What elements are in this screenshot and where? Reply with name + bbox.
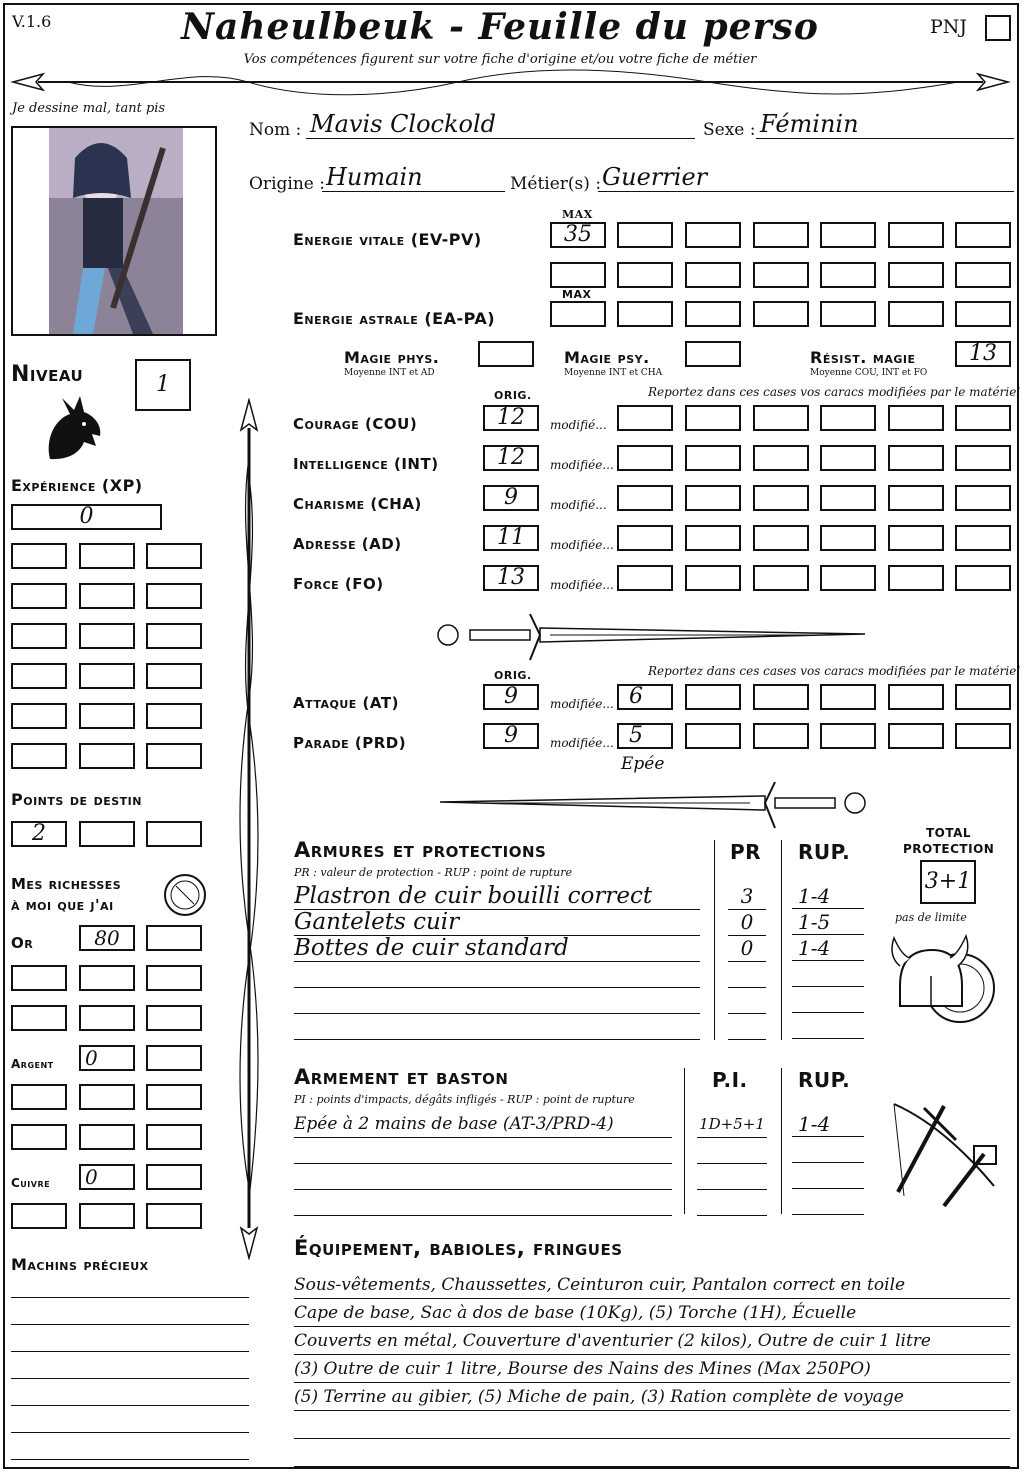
ev-box-row2-7[interactable] bbox=[955, 262, 1011, 288]
argent-box-r2-2[interactable] bbox=[79, 1124, 135, 1150]
carac-3-mod-box-2[interactable] bbox=[685, 485, 741, 511]
prd-label: Parade (PRD) bbox=[293, 734, 407, 752]
carac-5-mod-box-4[interactable] bbox=[820, 565, 876, 591]
machins-line[interactable] bbox=[11, 1297, 249, 1298]
carac-1-mod-box-1[interactable] bbox=[617, 405, 673, 431]
arme-rup[interactable] bbox=[792, 1138, 864, 1163]
carac-4-mod-box-5[interactable] bbox=[888, 525, 944, 551]
pnj-label: PNJ bbox=[930, 16, 968, 38]
niveau-label: Niveau bbox=[11, 362, 84, 387]
carac-3-mod-box-1[interactable] bbox=[617, 485, 673, 511]
ev-box-6[interactable] bbox=[955, 222, 1011, 248]
armures-title: Armures et protections bbox=[294, 838, 547, 862]
carac-4-mod-box-6[interactable] bbox=[955, 525, 1011, 551]
vertical-spear-icon bbox=[232, 398, 266, 1260]
carac-1-mod-box-6[interactable] bbox=[955, 405, 1011, 431]
ev-box-row2-6[interactable] bbox=[888, 262, 944, 288]
destin-box-1[interactable]: 2 bbox=[11, 821, 67, 847]
metier-field[interactable]: Guerrier bbox=[598, 163, 1014, 192]
sexe-label: Sexe : bbox=[703, 120, 756, 140]
carac-orig-box[interactable]: 11 bbox=[483, 525, 539, 551]
or-box-r2-2[interactable] bbox=[79, 1005, 135, 1031]
equipement-line[interactable]: Couverts en métal, Couverture d'aventurier (2 kilos), Outre de cuir 1 litre bbox=[294, 1329, 1010, 1355]
carac-1-mod-box-3[interactable] bbox=[753, 405, 809, 431]
at-box-4[interactable] bbox=[888, 684, 944, 710]
carac-mod-label: modifiée... bbox=[550, 538, 614, 552]
machins-line[interactable] bbox=[11, 1405, 249, 1406]
destin-box-3[interactable] bbox=[146, 821, 202, 847]
at-box-1[interactable] bbox=[685, 684, 741, 710]
xp-box-r5-3[interactable] bbox=[146, 703, 202, 729]
ev-max-label: MAX bbox=[562, 208, 593, 221]
armure-pr[interactable] bbox=[728, 988, 766, 1014]
sexe-field[interactable]: Féminin bbox=[756, 110, 1014, 139]
xp-box-r5-1[interactable] bbox=[11, 703, 67, 729]
ea-box-1[interactable] bbox=[617, 301, 673, 327]
xp-box-r2-1[interactable] bbox=[11, 583, 67, 609]
xp-box-r6-3[interactable] bbox=[146, 743, 202, 769]
ea-box-2[interactable] bbox=[685, 301, 741, 327]
destin-box-2[interactable] bbox=[79, 821, 135, 847]
armure-rup[interactable] bbox=[792, 988, 864, 1013]
arme-pi[interactable] bbox=[697, 1164, 767, 1190]
prd-mod-box[interactable]: 5 bbox=[617, 723, 673, 749]
prd-orig-box[interactable]: 9 bbox=[483, 723, 539, 749]
carac-5-mod-box-1[interactable] bbox=[617, 565, 673, 591]
carac-3-mod-box-5[interactable] bbox=[888, 485, 944, 511]
ev-box-5[interactable] bbox=[888, 222, 944, 248]
ev-box-3[interactable] bbox=[753, 222, 809, 248]
carac-2-mod-box-5[interactable] bbox=[888, 445, 944, 471]
prd-box-1[interactable] bbox=[685, 723, 741, 749]
ev-box-1[interactable] bbox=[617, 222, 673, 248]
subtitle: Vos compétences figurent sur votre fiche d'origine et/ou votre fiche de métier bbox=[243, 52, 757, 67]
pnj-checkbox[interactable] bbox=[985, 15, 1011, 41]
nom-label: Nom : bbox=[249, 120, 302, 140]
argent-label: Argent bbox=[11, 1057, 54, 1071]
at-orig-box[interactable]: 9 bbox=[483, 684, 539, 710]
arme-rup[interactable] bbox=[792, 1164, 864, 1189]
richesses-label-2: à moi que j'ai bbox=[11, 896, 114, 914]
argent-box-2[interactable] bbox=[146, 1045, 202, 1071]
machins-line[interactable] bbox=[11, 1378, 249, 1379]
equipement-line[interactable] bbox=[294, 1413, 1010, 1439]
armure-rup[interactable] bbox=[792, 962, 864, 987]
dragon-icon bbox=[40, 394, 106, 464]
equipement-line[interactable] bbox=[294, 1441, 1010, 1467]
or-box-2[interactable] bbox=[146, 925, 202, 951]
cuivre-box-r1-2[interactable] bbox=[79, 1203, 135, 1229]
armure-name[interactable]: Bottes de cuir standard bbox=[294, 936, 700, 962]
ea-max-label: MAX bbox=[562, 288, 592, 301]
caracs-report-note: Reportez dans ces cases vos caracs modifiées par le matériel bbox=[648, 385, 1021, 399]
equipement-line[interactable]: Cape de base, Sac à dos de base (10Kg), (5) Torche (1H), Écuelle bbox=[294, 1301, 1010, 1327]
xp-box-r3-1[interactable] bbox=[11, 623, 67, 649]
armement-title: Armement et baston bbox=[294, 1065, 509, 1089]
or-label: Or bbox=[11, 934, 34, 952]
carac-1-mod-box-4[interactable] bbox=[820, 405, 876, 431]
total-protection-box[interactable]: 3+1 bbox=[920, 860, 976, 904]
or-box-r1-2[interactable] bbox=[79, 965, 135, 991]
magie-phys-box[interactable] bbox=[478, 341, 534, 367]
carac-2-mod-box-3[interactable] bbox=[753, 445, 809, 471]
armure-name[interactable]: Plastron de cuir bouilli correct bbox=[294, 884, 700, 910]
carac-3-mod-box-4[interactable] bbox=[820, 485, 876, 511]
destin-label: Points de destin bbox=[11, 790, 142, 809]
origine-field[interactable]: Humain bbox=[322, 163, 505, 192]
arme-rup[interactable] bbox=[792, 1190, 864, 1215]
carac-5-mod-box-2[interactable] bbox=[685, 565, 741, 591]
ev-box-4[interactable] bbox=[820, 222, 876, 248]
xp-box-r6-2[interactable] bbox=[79, 743, 135, 769]
magie-phys-label: Magie phys. bbox=[344, 348, 440, 367]
cuivre-box-r1-3[interactable] bbox=[146, 1203, 202, 1229]
or-box-r2-3[interactable] bbox=[146, 1005, 202, 1031]
prd-box-2[interactable] bbox=[753, 723, 809, 749]
weapon-note: Epée bbox=[621, 754, 665, 774]
prd-mod-label: modifiée... bbox=[550, 736, 614, 750]
xp-box-r2-2[interactable] bbox=[79, 583, 135, 609]
ev-box-row2-2[interactable] bbox=[617, 262, 673, 288]
page-title: Naheulbeuk - Feuille du perso bbox=[181, 6, 819, 48]
xp-box-r3-2[interactable] bbox=[79, 623, 135, 649]
carac-label: Force (FO) bbox=[293, 575, 384, 593]
arme-name[interactable] bbox=[294, 1138, 672, 1164]
carac-mod-label: modifiée... bbox=[550, 578, 614, 592]
ev-box-row2-5[interactable] bbox=[820, 262, 876, 288]
ea-max-box[interactable] bbox=[550, 301, 606, 327]
equipement-title: Équipement, babioles, fringues bbox=[294, 1236, 623, 1260]
armure-name[interactable] bbox=[294, 988, 700, 1014]
sword-icon-2 bbox=[430, 778, 875, 832]
armure-name[interactable]: Gantelets cuir bbox=[294, 910, 700, 936]
portrait-image bbox=[13, 128, 215, 334]
origine-label: Origine : bbox=[249, 174, 325, 194]
xp-box[interactable]: 0 bbox=[11, 504, 162, 530]
armement-col-rup: RUP. bbox=[798, 1068, 851, 1092]
arme-name[interactable] bbox=[294, 1164, 672, 1190]
at-mod-box[interactable]: 6 bbox=[617, 684, 673, 710]
carac-label: Courage (COU) bbox=[293, 415, 418, 433]
machins-line[interactable] bbox=[11, 1351, 249, 1352]
carac-4-mod-box-2[interactable] bbox=[685, 525, 741, 551]
ea-label: Energie astrale (EA-PA) bbox=[293, 309, 496, 328]
machins-line[interactable] bbox=[11, 1459, 249, 1460]
xp-box-r4-1[interactable] bbox=[11, 663, 67, 689]
ev-box-row2-1[interactable] bbox=[550, 262, 606, 288]
carac-2-mod-box-4[interactable] bbox=[820, 445, 876, 471]
equipement-line[interactable]: (5) Terrine au gibier, (5) Miche de pain, (3) Ration complète de voyage bbox=[294, 1385, 1010, 1411]
ev-box-2[interactable] bbox=[685, 222, 741, 248]
sword-icon bbox=[430, 610, 875, 664]
resist-magie-label: Résist. magie bbox=[810, 348, 916, 367]
arme-name[interactable] bbox=[294, 1190, 672, 1216]
version-label: V.1.6 bbox=[12, 12, 52, 31]
armures-col-rup: RUP. bbox=[798, 840, 851, 864]
xp-box-r6-1[interactable] bbox=[11, 743, 67, 769]
argent-box-r1-2[interactable] bbox=[79, 1084, 135, 1110]
resist-magie-sub: Moyenne COU, INT et FO bbox=[810, 368, 928, 378]
carac-1-mod-box-2[interactable] bbox=[685, 405, 741, 431]
magie-phys-sub: Moyenne INT et AD bbox=[344, 368, 435, 378]
arme-pi[interactable]: 1D+5+1 bbox=[697, 1112, 767, 1138]
armure-pr[interactable]: 3 bbox=[728, 884, 766, 910]
machins-line[interactable] bbox=[11, 1432, 249, 1433]
armure-pr[interactable]: 0 bbox=[728, 936, 766, 962]
total-label-1: TOTAL bbox=[926, 826, 972, 840]
prd-box-4[interactable] bbox=[888, 723, 944, 749]
coin-icon bbox=[162, 872, 208, 918]
armement-sub: PI : points d'impacts, dégâts infligés - RUP : point de rupture bbox=[294, 1093, 635, 1106]
arme-name[interactable]: Epée à 2 mains de base (AT-3/PRD-4) bbox=[294, 1112, 672, 1138]
armures-col-pr: PR bbox=[730, 840, 762, 864]
weapons-icon bbox=[884, 1096, 1006, 1216]
carac-3-mod-box-3[interactable] bbox=[753, 485, 809, 511]
arme-rup[interactable]: 1-4 bbox=[792, 1112, 864, 1137]
xp-box-r1-1[interactable] bbox=[11, 543, 67, 569]
armure-rup[interactable]: 1-4 bbox=[792, 884, 864, 909]
armures-sub: PR : valeur de protection - RUP : point de rupture bbox=[294, 866, 572, 879]
carac-3-mod-box-6[interactable] bbox=[955, 485, 1011, 511]
richesses-label-1: Mes richesses bbox=[11, 875, 122, 893]
caracs-orig-label: ORIG. bbox=[494, 389, 532, 402]
armure-pr[interactable] bbox=[728, 962, 766, 988]
machins-label: Machins précieux bbox=[11, 1255, 149, 1274]
argent-box-r2-3[interactable] bbox=[146, 1124, 202, 1150]
carac-5-mod-box-3[interactable] bbox=[753, 565, 809, 591]
argent-box-r2-1[interactable] bbox=[11, 1124, 67, 1150]
or-box[interactable]: 80 bbox=[79, 925, 135, 951]
equipement-line[interactable]: Sous-vêtements, Chaussettes, Ceinturon cuir, Pantalon correct en toile bbox=[294, 1273, 1010, 1299]
at-label: Attaque (AT) bbox=[293, 694, 399, 712]
armure-pr[interactable]: 0 bbox=[728, 910, 766, 936]
equipement-line[interactable]: (3) Outre de cuir 1 litre, Bourse des Nains des Mines (Max 250PO) bbox=[294, 1357, 1010, 1383]
carac-mod-label: modifié... bbox=[550, 498, 607, 512]
pas-de-limite: pas de limite bbox=[895, 911, 967, 924]
portrait-caption: Je dessine mal, tant pis bbox=[12, 101, 166, 116]
at-box-3[interactable] bbox=[820, 684, 876, 710]
xp-box-r4-2[interactable] bbox=[79, 663, 135, 689]
armure-rup[interactable] bbox=[792, 1014, 864, 1039]
magie-psy-label: Magie psy. bbox=[564, 348, 650, 367]
argent-box-r1-3[interactable] bbox=[146, 1084, 202, 1110]
carac-1-mod-box-5[interactable] bbox=[888, 405, 944, 431]
carac-orig-box[interactable]: 12 bbox=[483, 405, 539, 431]
prd-box-5[interactable] bbox=[955, 723, 1011, 749]
metier-label: Métier(s) : bbox=[510, 174, 602, 194]
xp-box-r4-3[interactable] bbox=[146, 663, 202, 689]
carac-label: Adresse (AD) bbox=[293, 535, 402, 553]
cuivre-label: Cuivre bbox=[11, 1176, 51, 1190]
xp-label: Expérience (XP) bbox=[11, 476, 143, 495]
magie-psy-box[interactable] bbox=[685, 341, 741, 367]
xp-box-r2-3[interactable] bbox=[146, 583, 202, 609]
argent-box[interactable]: 0 bbox=[79, 1045, 135, 1071]
cuivre-box[interactable]: 0 bbox=[79, 1164, 135, 1190]
armure-name[interactable] bbox=[294, 1014, 700, 1040]
ea-box-5[interactable] bbox=[888, 301, 944, 327]
armement-col-pi: P.I. bbox=[712, 1068, 748, 1092]
magie-psy-sub: Moyenne INT et CHA bbox=[564, 368, 663, 378]
carac-mod-label: modifié... bbox=[550, 418, 607, 432]
carac-4-mod-box-4[interactable] bbox=[820, 525, 876, 551]
xp-box-r5-2[interactable] bbox=[79, 703, 135, 729]
carac-2-mod-box-2[interactable] bbox=[685, 445, 741, 471]
combat-orig-label: ORIG. bbox=[494, 669, 532, 682]
arme-pi[interactable] bbox=[697, 1190, 767, 1216]
carac-5-mod-box-6[interactable] bbox=[955, 565, 1011, 591]
ea-box-6[interactable] bbox=[955, 301, 1011, 327]
armure-pr[interactable] bbox=[728, 1014, 766, 1040]
arme-pi[interactable] bbox=[697, 1138, 767, 1164]
combat-report-note: Reportez dans ces cases vos caracs modifiées par le matériel bbox=[648, 664, 1021, 678]
carac-orig-box[interactable]: 12 bbox=[483, 445, 539, 471]
at-mod-label: modifiée... bbox=[550, 697, 614, 711]
resist-magie-box[interactable]: 13 bbox=[955, 341, 1011, 367]
at-box-2[interactable] bbox=[753, 684, 809, 710]
or-box-r2-1[interactable] bbox=[11, 1005, 67, 1031]
armure-rup[interactable]: 1-5 bbox=[792, 910, 864, 935]
carac-5-mod-box-5[interactable] bbox=[888, 565, 944, 591]
xp-box-r1-3[interactable] bbox=[146, 543, 202, 569]
carac-2-mod-box-6[interactable] bbox=[955, 445, 1011, 471]
armure-name[interactable] bbox=[294, 962, 700, 988]
xp-box-r3-3[interactable] bbox=[146, 623, 202, 649]
carac-mod-label: modifiée... bbox=[550, 458, 614, 472]
total-label-2: PROTECTION bbox=[903, 842, 995, 856]
machins-line[interactable] bbox=[11, 1324, 249, 1325]
cuivre-box-r1-1[interactable] bbox=[11, 1203, 67, 1229]
portrait-frame bbox=[11, 126, 217, 336]
carac-4-mod-box-3[interactable] bbox=[753, 525, 809, 551]
at-box-5[interactable] bbox=[955, 684, 1011, 710]
carac-2-mod-box-1[interactable] bbox=[617, 445, 673, 471]
ea-box-3[interactable] bbox=[753, 301, 809, 327]
or-box-r1-1[interactable] bbox=[11, 965, 67, 991]
ev-box-row2-4[interactable] bbox=[753, 262, 809, 288]
argent-box-r1-1[interactable] bbox=[11, 1084, 67, 1110]
cuivre-box-2[interactable] bbox=[146, 1164, 202, 1190]
nom-field[interactable]: Mavis Clockold bbox=[306, 110, 695, 139]
helmet-shield-icon bbox=[888, 926, 998, 1036]
or-box-r1-3[interactable] bbox=[146, 965, 202, 991]
carac-4-mod-box-1[interactable] bbox=[617, 525, 673, 551]
ea-box-4[interactable] bbox=[820, 301, 876, 327]
armure-rup[interactable]: 1-4 bbox=[792, 936, 864, 961]
ev-max-box[interactable]: 35 bbox=[550, 222, 606, 248]
prd-box-3[interactable] bbox=[820, 723, 876, 749]
niveau-box[interactable]: 1 bbox=[135, 359, 191, 411]
xp-box-r1-2[interactable] bbox=[79, 543, 135, 569]
ev-box-row2-3[interactable] bbox=[685, 262, 741, 288]
carac-label: Charisme (CHA) bbox=[293, 495, 422, 513]
ev-label: Energie vitale (EV-PV) bbox=[293, 230, 482, 249]
carac-label: Intelligence (INT) bbox=[293, 455, 439, 473]
carac-orig-box[interactable]: 9 bbox=[483, 485, 539, 511]
carac-orig-box[interactable]: 13 bbox=[483, 565, 539, 591]
